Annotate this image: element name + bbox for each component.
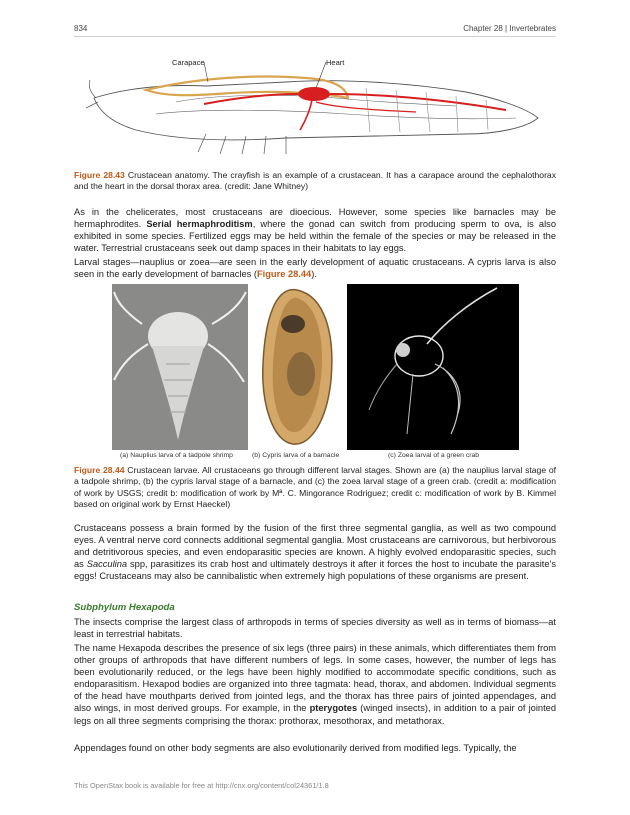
figure-28-44-caption [74, 465, 556, 511]
panel-a-caption: (a) Nauplius larva of a tadpole shrimp [120, 452, 233, 459]
paragraph-hexapoda-name [74, 642, 556, 727]
figure-number: Figure 28.43 [74, 170, 125, 180]
figure-number: Figure 28.44 [74, 465, 125, 475]
panel-b-caption: (b) Cypris larva of a barnacle [252, 452, 340, 459]
nauplius-larva-photo [112, 284, 248, 450]
caption-text: Crustacean anatomy. The crayfish is an example of a crustacean. It has a carapace around the cephalothorax and the heart in the dorsal thorax area. (credit: Jane Whitney) [74, 170, 557, 192]
para-text: ). [311, 269, 317, 280]
carapace-label: Carapace [172, 58, 205, 67]
taxon-name: Sacculina [86, 559, 128, 570]
subheading-hexapoda: Subphylum Hexapoda [74, 602, 175, 613]
paragraph-crustacean-brain [74, 522, 556, 582]
paragraph-larval-stages [74, 256, 556, 280]
page-number: 834 [74, 24, 88, 33]
para-text: , where the gonad can switch from producing sperm to ova, is also exhibited in some species. Fertilized eggs may be held within the female of the species or may be released in the water. Terrestrial crustaceans seek out damp spaces in their habitats to lay eggs. [74, 219, 556, 254]
header-divider [74, 36, 556, 37]
panel-c-caption: (c) Zoea larval of a green crab [388, 452, 480, 459]
key-term: Serial hermaphroditism [146, 219, 253, 230]
footer-note: This OpenStax book is available for free at http://cnx.org/content/col24361/1.8 [74, 781, 329, 790]
para-text: The name Hexapoda describes the presence of six legs (three pairs) in these animals, which differentiates them from other groups of arthropods that have different numbers of legs. In some cases, however, the number of legs has been evolutionarily reduced, or the legs have been highly modified to accommodate specific conditions, such as endoparasitism. Hexapod bodies are organized into three tagmata: head, thorax, and abdomen. Individual segments of the head have mouthparts derived from jointed legs, and the thorax has three pairs of jointed appendages, and also wings, in most derived groups. For example, in the [74, 643, 556, 714]
heart-label: Heart [326, 58, 345, 67]
zoea-larva-photo [347, 284, 519, 450]
crayfish-anatomy-illustration [86, 48, 546, 160]
figure-reference-link[interactable]: Figure 28.44 [256, 269, 312, 280]
para-text: Larval stages—nauplius or zoea—are seen in the early development of aquatic crustaceans. A cypris larva is also seen in the early development of barnacles ( [74, 257, 556, 280]
chapter-title: Chapter 28 | Invertebrates [463, 24, 556, 33]
key-term: pterygotes [309, 703, 358, 714]
para-text: Crustaceans possess a brain formed by the fusion of the first three segmental ganglia, as well as two compound eyes. A ventral nerve cord connects additional segmental ganglia. Most crustaceans are carnivorous, but herbivorous and detritivorous species, and even endoparasitic species are known. A highly evolved endoparasitic species, such as [74, 523, 556, 570]
paragraph-appendages [74, 742, 556, 754]
caption-text: Crustacean larvae. All crustaceans go through different larval stages. Shown are (a) the nauplius larval stage of a tadpole shrimp, (b) the cypris larval stage of a barnacle, and (c) the zoea larval stage of a green crab. (credit a: modification of work by USGS; credit b: modification of work by Mª. C. Mingorance Rodriguez; credit c: modification of work by B. Kimmel based on original work by Ernst Haeckel) [74, 465, 557, 510]
para-text: (winged insects), in addition to a pair of jointed legs on all three segments comprising the thorax: prothorax, mesothorax, and metathorax. [74, 703, 556, 726]
paragraph-insects [74, 616, 556, 640]
para-text: As in the chelicerates, most crustaceans are dioecious. However, some species like barnacles may be hermaphrodites. [74, 207, 556, 230]
para-text: Appendages found on other body segments are also evolutionarily derived from modified legs. Typically, the [74, 743, 517, 753]
para-text: spp, parasitizes its crab host and ultimately destroys it after it forces the host to incubate the parasite's eggs! Crustaceans may also be cannibalistic when extremely high populations of these organisms are present. [74, 559, 556, 582]
paragraph-dioecious [74, 206, 556, 254]
para-text: The insects comprise the largest class of arthropods in terms of species diversity as well as in terms of biomass—at least in terrestrial habitats. [74, 617, 556, 640]
figure-28-43-caption [74, 170, 556, 193]
cypris-larva-photo [253, 284, 341, 450]
